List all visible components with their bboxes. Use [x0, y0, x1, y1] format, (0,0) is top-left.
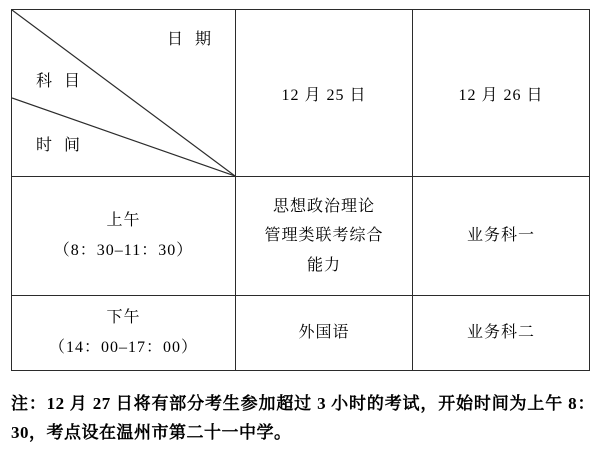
cell-morning-day2: [413, 177, 590, 296]
subject-line: 能力: [306, 256, 341, 274]
session-time: （14：00–17：00）: [48, 339, 198, 356]
header-subject-label: 科 目: [36, 73, 85, 90]
session-name: 下午: [106, 308, 141, 326]
cell-afternoon-day1: [236, 296, 413, 371]
session-afternoon: [12, 296, 236, 371]
cell-morning-day1: [236, 177, 413, 296]
subject-line: 业务科二: [466, 324, 535, 342]
header-date-label: 日 期: [166, 31, 215, 48]
session-name: 上午: [106, 211, 141, 229]
subject-line: 业务科一: [466, 227, 535, 245]
schedule-note: 注：12 月 27 日将有部分考生参加超过 3 小时的考试，开始时间为上午 8：30，考点设在温州市第二十一中学。: [11, 394, 595, 442]
session-time: （8：30–11：30）: [53, 242, 194, 259]
session-morning: [12, 177, 236, 296]
table-row: [12, 177, 590, 296]
header-date-1: 12 月 25 日: [236, 10, 413, 177]
header-time-label: 时 间: [36, 137, 85, 154]
subject-line: 管理类联考综合: [264, 227, 384, 245]
table-header-row: [12, 10, 590, 177]
header-diagonal-cell: [12, 10, 236, 177]
cell-afternoon-day2: [413, 296, 590, 371]
header-date-2: 12 月 26 日: [413, 10, 590, 177]
table-row: [12, 296, 590, 371]
subject-line: 外国语: [298, 324, 350, 342]
subject-line: 思想政治理论: [272, 197, 375, 215]
exam-schedule-table: [11, 9, 590, 371]
